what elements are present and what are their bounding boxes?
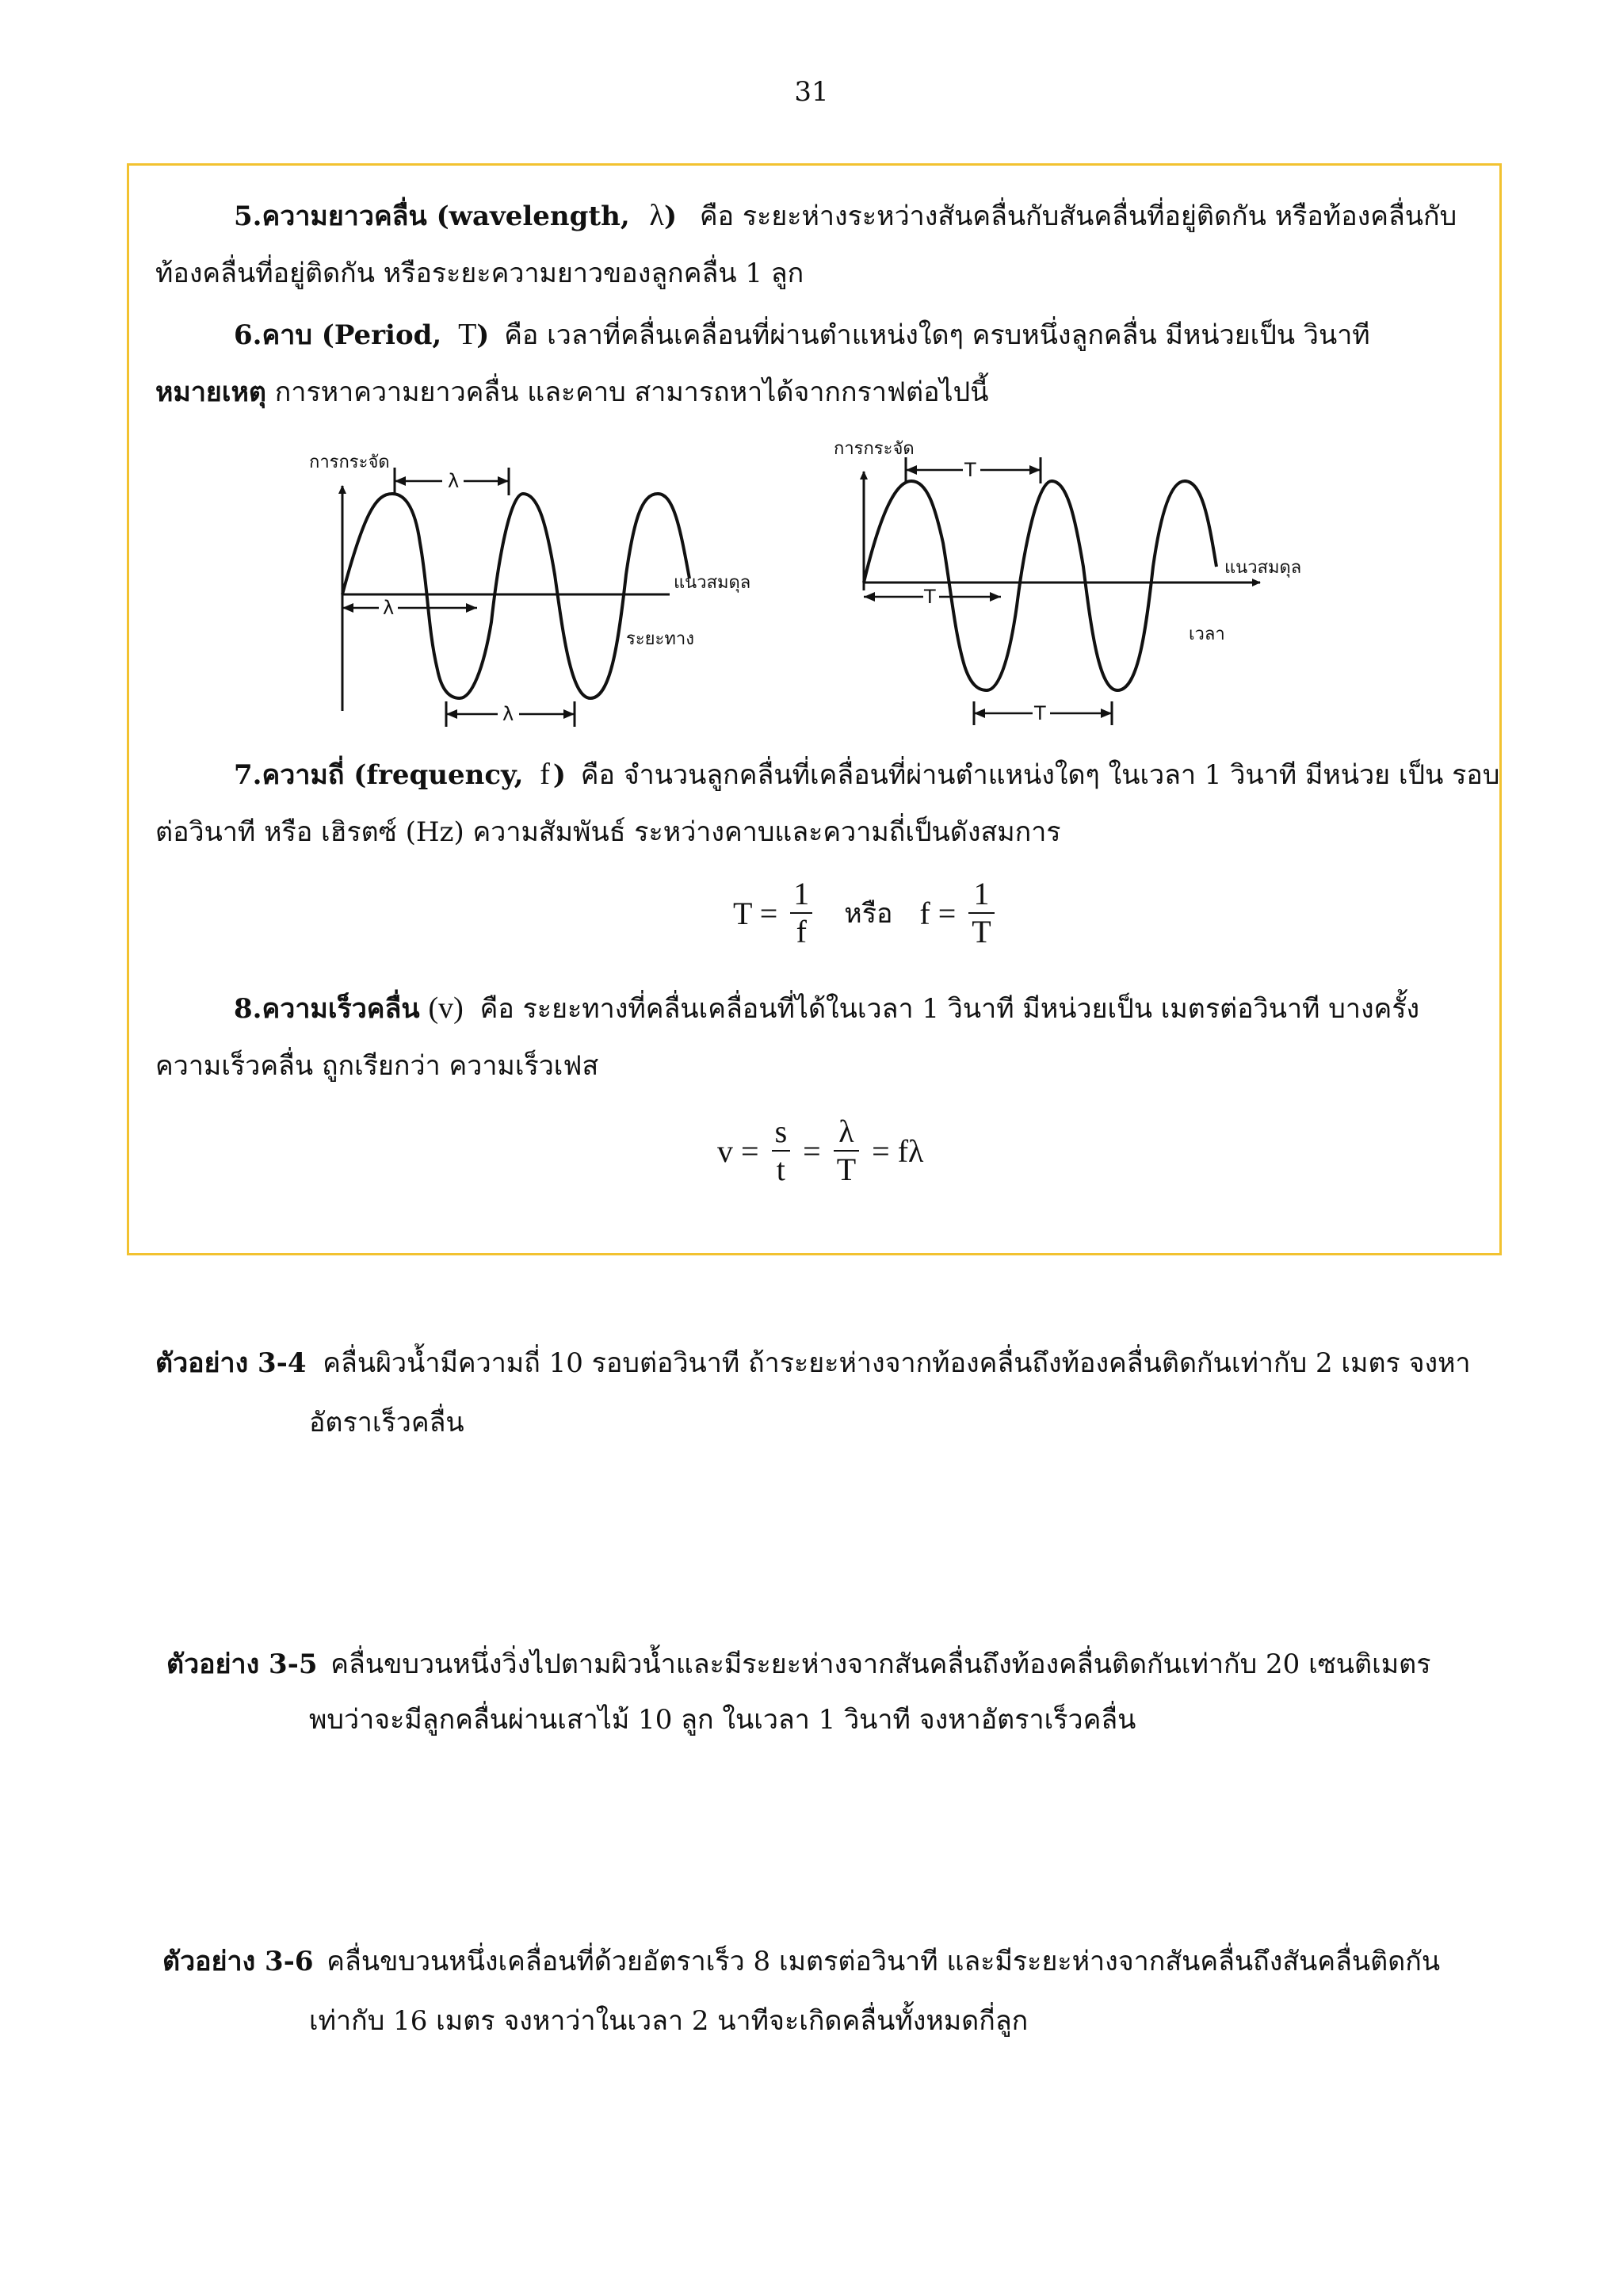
frequency-text-continued: ต่อวินาที หรือ เฮิรตซ์ (Hz) ความสัมพันธ์ ระหว่างคาบและความถี่เป็นดังสมการ	[155, 816, 1061, 848]
wavelength-graph	[301, 432, 777, 741]
example-3-4-continued: อัตราเร็วคลื่น	[309, 1407, 464, 1438]
note-line	[155, 376, 988, 409]
example-3-6-continued: เท่ากับ 16 เมตร จงหาว่าในเวลา 2 นาทีจะเกิดคลื่นทั้งหมดกี่ลูก	[309, 2005, 1029, 2037]
speed-text-continued: ความเร็วคลื่น ถูกเรียกว่า ความเร็วเฟส	[155, 1050, 599, 1082]
frequency-close: )	[552, 759, 566, 791]
period-frequency-equation: T = $\frac{1}{f}$ หรือ f = $\frac{1}{T}$	[733, 876, 999, 950]
top-period-marker: T	[964, 459, 976, 481]
frequency-symbol: f	[540, 758, 550, 791]
middle-period-marker: T	[924, 586, 936, 608]
x-axis-label: ระยะทาง	[626, 629, 694, 649]
bottom-wavelength-marker: λ	[502, 703, 514, 725]
page-number: 31	[794, 76, 829, 108]
speed-title: 8.ความเร็วคลื่น	[234, 993, 420, 1025]
example-label: ตัวอย่าง 3-5	[166, 1648, 318, 1680]
period-symbol: T	[458, 318, 477, 351]
example-text: คลื่นขบวนหนึ่งวิ่งไปตามผิวน้ำและมีระยะห่างจากสันคลื่นถึงท้องคลื่นติดกันเท่ากับ 20 เซนติเมตร	[330, 1648, 1431, 1680]
wavelength-close: )	[663, 201, 678, 232]
frequency-definition	[234, 757, 1499, 793]
bottom-period-marker: T	[1034, 702, 1046, 724]
example-3-5	[166, 1648, 1431, 1681]
period-text: คือ เวลาที่คลื่นเคลื่อนที่ผ่านตำแหน่งใดๆ ครบหนึ่งลูกคลื่น มีหน่วยเป็น วินาที	[504, 319, 1370, 351]
wavelength-text-continued: ท้องคลื่นที่อยู่ติดกัน หรือระยะความยาวของลูกคลื่น 1 ลูก	[155, 258, 804, 289]
x-axis-label: เวลา	[1189, 625, 1225, 644]
sine-wave	[864, 481, 1216, 690]
period-definition	[234, 317, 1370, 353]
wavelength-symbol: λ	[649, 199, 664, 232]
example-text: คลื่นขบวนหนึ่งเคลื่อนที่ด้วยอัตราเร็ว 8 เมตรต่อวินาที และมีระยะห่างจากสันคลื่นถึงสันคลื่นติดกัน	[327, 1946, 1441, 1977]
speed-symbol: (v)	[428, 991, 464, 1025]
y-axis-label: การกระจัด	[309, 453, 390, 472]
top-wavelength-marker: λ	[448, 470, 460, 492]
wavelength-text: คือ ระยะห่างระหว่างสันคลื่นกับสันคลื่นที่อยู่ติดกัน หรือท้องคลื่นกับ	[699, 201, 1457, 232]
period-title: 6.คาบ (Period,	[234, 319, 442, 351]
wave-speed-equation: v = $\frac{s}{t}$ = $\frac{\lambda}{T}$ = fλ	[717, 1114, 924, 1187]
note-text: การหาความยาวคลื่น และคาบ สามารถหาได้จากกราฟต่อไปนี้	[274, 376, 989, 408]
speed-definition	[234, 991, 1419, 1027]
example-3-6	[162, 1946, 1440, 1978]
sine-wave	[342, 494, 689, 698]
example-label: ตัวอย่าง 3-4	[155, 1347, 307, 1379]
wavelength-title: 5.ความยาวคลื่น (wavelength,	[234, 201, 630, 232]
example-3-5-continued: พบว่าจะมีลูกคลื่นผ่านเสาไม้ 10 ลูก ในเวลา 1 วินาที จงหาอัตราเร็วคลื่น	[309, 1704, 1136, 1736]
example-label: ตัวอย่าง 3-6	[162, 1946, 314, 1977]
wavelength-definition	[234, 198, 1457, 235]
example-3-4	[155, 1347, 1471, 1380]
note-label: หมายเหตุ	[155, 376, 266, 408]
middle-wavelength-marker: λ	[383, 597, 395, 619]
speed-text: คือ ระยะทางที่คลื่นเคลื่อนที่ได้ในเวลา 1 วินาที มีหน่วยเป็น เมตรต่อวินาที บางครั้ง	[479, 993, 1420, 1025]
frequency-title: 7.ความถี่ (frequency,	[234, 759, 524, 791]
frequency-text: คือ จำนวนลูกคลื่นที่เคลื่อนที่ผ่านตำแหน่งใดๆ ในเวลา 1 วินาที มีหน่วย เป็น รอบ	[580, 759, 1500, 791]
equilibrium-label: แนวสมดุล	[1224, 558, 1302, 578]
example-text: คลื่นผิวน้ำมีความถี่ 10 รอบต่อวินาที ถ้าระยะห่างจากท้องคลื่นถึงท้องคลื่นติดกันเท่ากับ 2 เมตร จงหา	[323, 1347, 1471, 1379]
period-close: )	[476, 319, 490, 351]
equilibrium-label: แนวสมดุล	[674, 573, 751, 593]
y-axis-label: การกระจัด	[834, 439, 915, 459]
period-graph	[820, 424, 1312, 741]
